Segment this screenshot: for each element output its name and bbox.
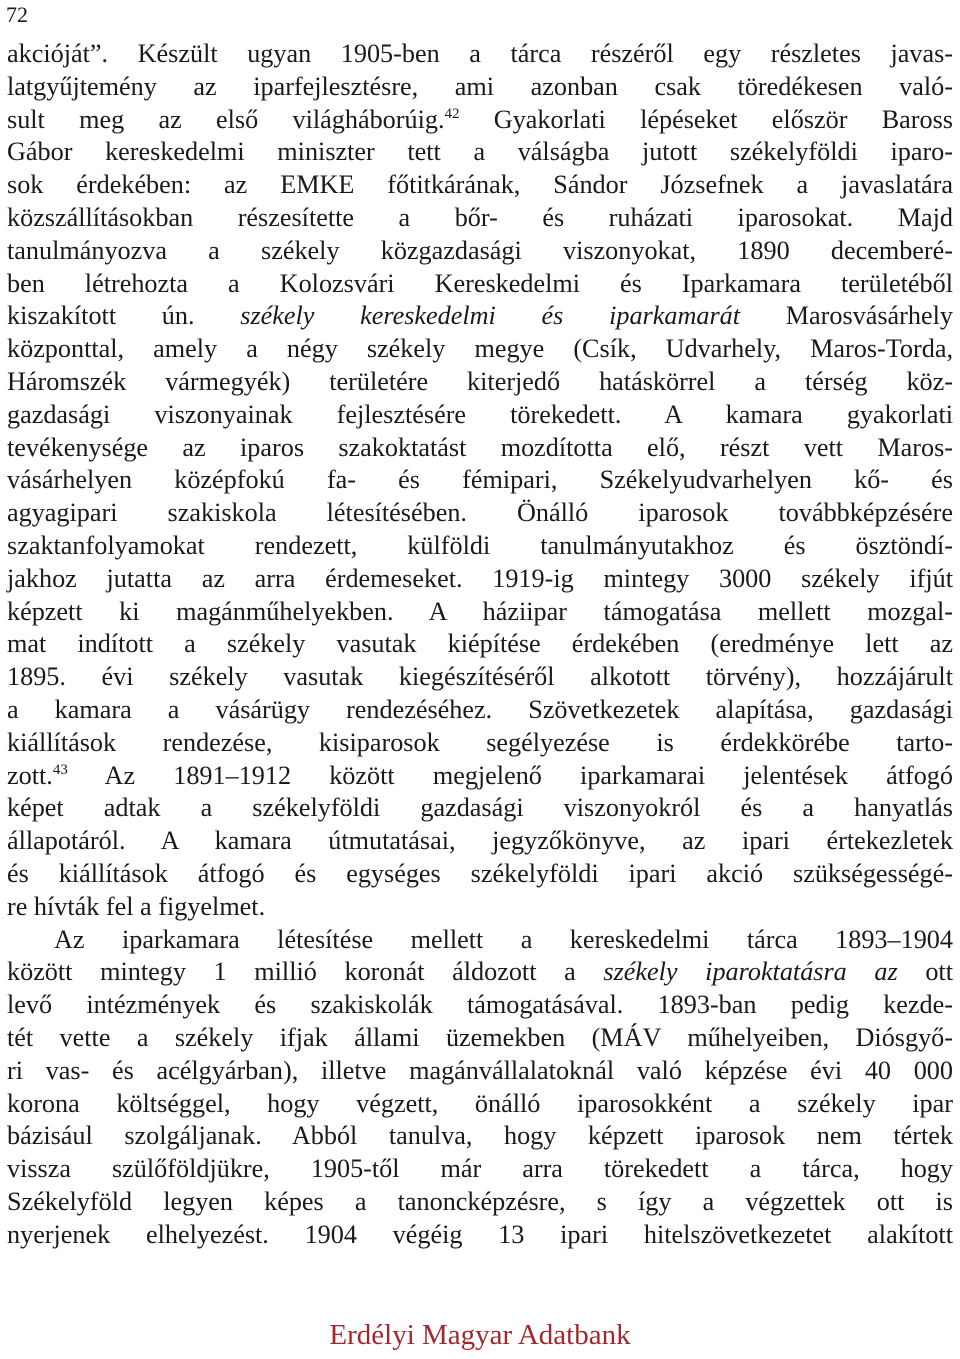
text-line: levő intézmények és szakiskolák támogatásával. 1893-ban pedig kezde- xyxy=(7,990,953,1020)
italic-term: székely iparoktatásra az xyxy=(603,957,898,987)
text-segment: Marosvásárhely xyxy=(740,301,953,331)
text-line: tanulmányozva a székely közgazdasági viszonyokat, 1890 decemberé- xyxy=(7,235,953,265)
text-segment: között mintegy 1 millió koronát áldozott a xyxy=(7,957,604,987)
text-line: Háromszék vármegyék) területére kiterjedő hatáskörrel a térség köz- xyxy=(7,366,953,396)
body-text xyxy=(7,38,953,1251)
source-watermark: Erdélyi Magyar Adatbank xyxy=(329,1319,631,1351)
text-segment: kiszakított ún. xyxy=(7,301,241,331)
italic-term: székely kereskedelmi és iparkamarát xyxy=(240,301,741,331)
text-line: képet adtak a székelyföldi gazdasági viszonyokról és a hanyatlás xyxy=(7,793,953,823)
text-line: agyagipari szakiskola létesítésében. Önálló iparosok továbbképzésére xyxy=(7,498,953,528)
text-line: közszállításokban részesítette a bőr- és ruházati iparosokat. Majd xyxy=(7,202,953,232)
text-line: bázisául szolgáljanak. Abból tanulva, hogy képzett iparosok nem tértek xyxy=(7,1121,953,1151)
text-line: szaktanfolyamokat rendezett, külföldi tanulmányutakhoz és ösztöndí- xyxy=(7,530,953,560)
text-line: vissza szülőföldjükre, 1905-től már arra törekedett a tárca, hogy xyxy=(7,1154,953,1184)
text-line xyxy=(7,104,953,137)
text-line: nyerjenek elhelyezést. 1904 végéig 13 ipari hitelszövetkezetet alakított xyxy=(7,1219,953,1249)
text-line: ben létrehozta a Kolozsvári Kereskedelmi és Iparkamara területéből xyxy=(7,268,953,298)
page-number: 72 xyxy=(6,2,28,27)
text-line: és kiállítások átfogó és egységes székelyföldi ipari akció szükségességé- xyxy=(7,858,953,888)
text-line: sok érdekében: az EMKE főtitkárának, Sándor Józsefnek a javaslatára xyxy=(7,170,953,200)
text-segment: Az 1891–1912 között megjelenő iparkamarai jelentések átfogó xyxy=(67,760,953,790)
text-line: mat indított a székely vasutak kiépítése érdekében (eredménye lett az xyxy=(7,629,953,659)
text-line: képzett ki magánműhelyekben. A háziipar támogatása mellett mozgal- xyxy=(7,596,953,626)
text-line: Az iparkamara létesítése mellett a kereskedelmi tárca 1893–1904 xyxy=(54,924,953,954)
text-line xyxy=(7,760,953,793)
text-segment: ott xyxy=(897,957,953,987)
text-segment: Gyakorlati lépéseket először Baross xyxy=(459,104,953,134)
text-segment: sult meg az első világháborúig. xyxy=(7,104,445,134)
text-line: Gábor kereskedelmi miniszter tett a válságba jutott székelyföldi iparo- xyxy=(7,137,953,167)
text-line: tevékenysége az iparos szakoktatást mozdította elő, részt vett Maros- xyxy=(7,432,953,462)
text-line xyxy=(7,300,953,333)
text-line: Székelyföld legyen képes a tanoncképzésre, s így a végzettek ott is xyxy=(7,1186,953,1216)
footnote-ref-43: 43 xyxy=(52,761,68,778)
text-line: gazdasági viszonyainak fejlesztésére törekedett. A kamara gyakorlati xyxy=(7,399,953,429)
text-line: vásárhelyen középfokú fa- és fémipari, Székelyudvarhelyen kő- és xyxy=(7,465,953,495)
text-line: latgyűjtemény az iparfejlesztésre, ami azonban csak töredékesen való- xyxy=(7,71,953,101)
text-segment: zott. xyxy=(7,760,53,790)
text-line: jakhoz jutatta az arra érdemeseket. 1919-ig mintegy 3000 székely ifjút xyxy=(7,563,953,593)
text-line: re hívták fel a figyelmet. xyxy=(7,891,266,921)
text-line: ri vas- és acélgyárban), illetve magánvállalatoknál való képzése évi 40 000 xyxy=(7,1055,953,1085)
text-line: 1895. évi székely vasutak kiegészítéséről alkotott törvény), hozzájárult xyxy=(7,662,953,692)
text-line: korona költséggel, hogy végzett, önálló iparosokként a székely ipar xyxy=(7,1088,953,1118)
text-line: akcióját”. Készült ugyan 1905-ben a tárca részéről egy részletes javas- xyxy=(7,39,953,68)
text-line: állapotáról. A kamara útmutatásai, jegyzőkönyve, az ipari értekezletek xyxy=(7,826,953,856)
text-line xyxy=(7,956,953,989)
text-line: a kamara a vásárügy rendezéséhez. Szövetkezetek alapítása, gazdasági xyxy=(7,694,953,724)
footnote-ref-42: 42 xyxy=(444,105,460,122)
text-line: tét vette a székely ifjak állami üzemekben (MÁV műhelyeiben, Diósgyő- xyxy=(7,1022,953,1052)
text-line: központtal, amely a négy székely megye (Csík, Udvarhely, Maros-Torda, xyxy=(7,334,953,364)
text-line: kiállítások rendezése, kisiparosok segélyezése is érdekkörébe tarto- xyxy=(7,727,953,757)
